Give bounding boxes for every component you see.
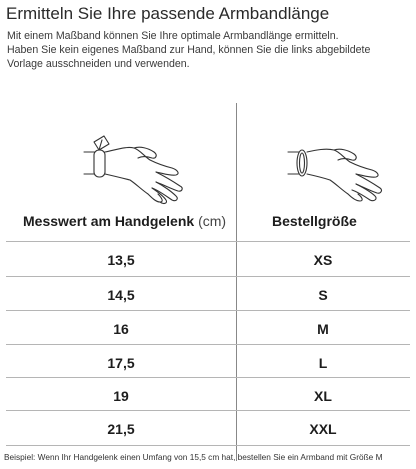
size-cell: L — [318, 355, 328, 371]
intro-line: Haben Sie kein eigenes Maßband zur Hand, können Sie die links abgebildete — [7, 44, 371, 57]
measurement-cell: 21,5 — [107, 421, 135, 437]
measurement-cell: 16 — [113, 321, 129, 337]
size-cell: XS — [313, 252, 333, 268]
footnote: Beispiel: Wenn Ihr Handgelenk einen Umfang von 15,5 cm hat, bestellen Sie ein Armband mit Größe M — [4, 452, 383, 462]
table-divider — [6, 445, 410, 446]
page-title: Ermitteln Sie Ihre passende Armbandlänge — [6, 4, 330, 23]
hand-with-measuring-tape-icon — [82, 130, 186, 208]
measurement-cell: 14,5 — [107, 287, 135, 303]
column-header-measurement — [23, 213, 226, 229]
measurement-cell: 19 — [113, 388, 129, 404]
table-row — [6, 378, 410, 414]
measurement-cell: 17,5 — [107, 355, 135, 371]
table-row — [6, 345, 410, 381]
column-header-unit: (cm) — [198, 213, 227, 229]
size-cell: S — [318, 287, 328, 303]
table-row — [6, 411, 410, 447]
table-row — [6, 311, 410, 347]
size-cell: XL — [314, 388, 332, 404]
intro-line: Mit einem Maßband können Sie Ihre optimale Armbandlänge ermitteln. — [7, 30, 339, 42]
table-row — [6, 242, 410, 278]
hand-with-bracelet-icon — [286, 138, 384, 204]
intro-line: Vorlage ausschneiden und verwenden. — [7, 58, 190, 71]
intro-text — [7, 29, 411, 72]
size-cell: XXL — [309, 421, 337, 437]
measurement-cell: 13,5 — [107, 252, 135, 268]
column-header-measurement-label: Messwert am Handgelenk — [23, 213, 195, 229]
column-header-size: Bestellgröße — [272, 213, 357, 229]
table-row — [6, 277, 410, 313]
size-cell: M — [317, 321, 329, 337]
